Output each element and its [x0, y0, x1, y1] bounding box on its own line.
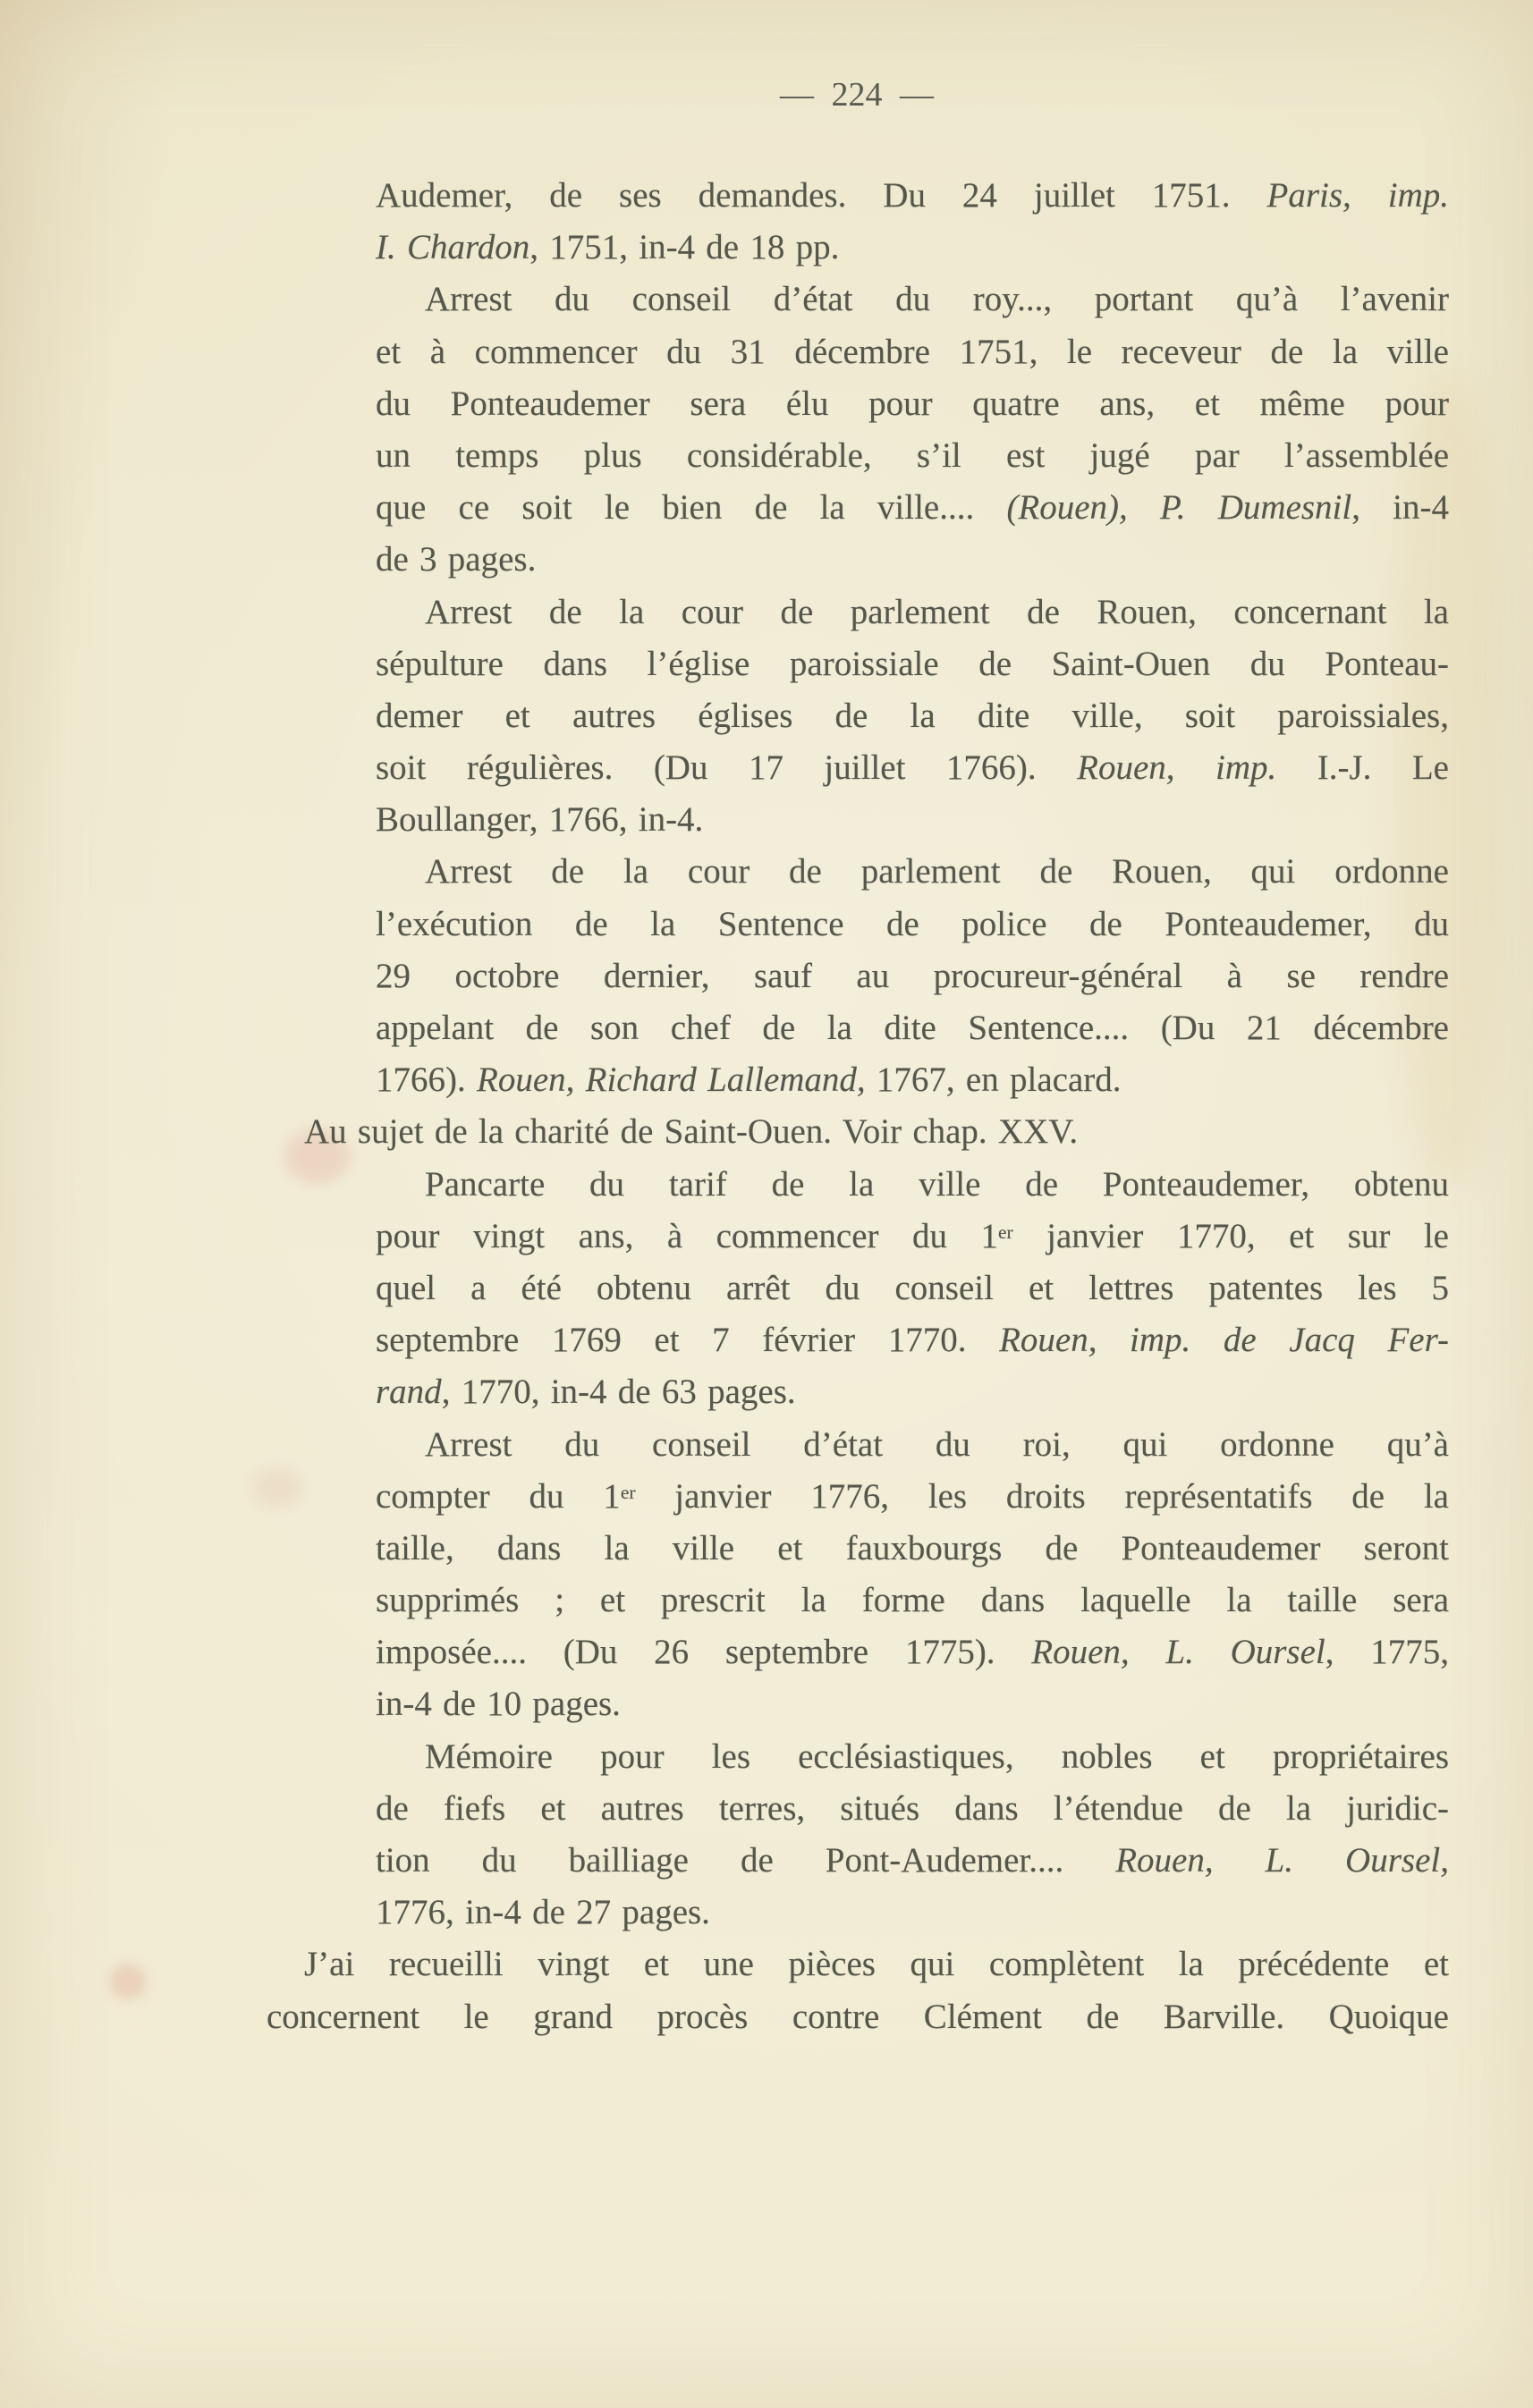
- text-block: [267, 170, 1450, 2043]
- text-line: concernent le grand procès contre Clément de Barville. Quoique: [267, 1997, 1449, 2036]
- text-line: de fiefs et autres terres, situés dans l’étendue de la juridic-: [376, 1788, 1449, 1828]
- text-line: quel a été obtenu arrêt du conseil et lettres patentes les 5: [376, 1268, 1449, 1307]
- text-line: de 3 pages.: [376, 540, 537, 579]
- text-line: Boullanger, 1766, in-4.: [376, 800, 704, 840]
- text-line: appelant de son chef de la dite Sentence.... (Du 21 décembre: [376, 1009, 1449, 1047]
- page-number: — 224 —: [780, 76, 934, 114]
- text-line: un temps plus considérable, s’il est jugé par l’assemblée: [376, 435, 1449, 475]
- text-line: Arrest de la cour de parlement de Rouen, qui ordonne: [425, 852, 1449, 891]
- text-line: tion du bailliage de Pont-Audemer.... Rouen, L. Oursel,: [376, 1841, 1449, 1880]
- text-line: Audemer, de ses demandes. Du 24 juillet 1751. Paris, imp.: [376, 176, 1450, 215]
- text-line: Arrest de la cour de parlement de Rouen, concernant la: [425, 592, 1449, 631]
- scan-stain: [252, 1468, 302, 1508]
- text-line: pour vingt ans, à commencer du 1er janvier 1770, et sur le: [376, 1216, 1449, 1255]
- text-line: Arrest du conseil d’état du roy..., portant qu’à l’avenir: [425, 280, 1449, 319]
- text-line: taille, dans la ville et fauxbourgs de Ponteaudemer seront: [376, 1528, 1449, 1567]
- text-line: Au sujet de la charité de Saint-Ouen. Voir chap. XXV.: [304, 1112, 1079, 1152]
- text-line: rand, 1770, in-4 de 63 pages.: [376, 1373, 796, 1412]
- text-line: Arrest du conseil d’état du roi, qui ordonne qu’à: [425, 1424, 1449, 1464]
- text-line: supprimés ; et prescrit la forme dans laquelle la taille sera: [376, 1581, 1449, 1620]
- text-line: 1776, in-4 de 27 pages.: [376, 1893, 710, 1932]
- text-line: Mémoire pour les ecclésiastiques, nobles et propriétaires: [425, 1736, 1449, 1776]
- text-line: in-4 de 10 pages.: [376, 1685, 621, 1724]
- text-line: et à commencer du 31 décembre 1751, le receveur de la ville: [376, 332, 1449, 371]
- text-line: septembre 1769 et 7 février 1770. Rouen, imp. de Jacq Fer-: [376, 1321, 1449, 1360]
- text-line: J’ai recueilli vingt et une pièces qui complètent la précédente et: [304, 1945, 1449, 1984]
- text-line: demer et autres églises de la dite ville, soit paroissiales,: [376, 696, 1449, 735]
- text-line: l’exécution de la Sentence de police de Ponteaudemer, du: [376, 904, 1449, 943]
- text-line: imposée.... (Du 26 septembre 1775). Rouen, L. Oursel, 1775,: [376, 1633, 1449, 1672]
- text-line: 29 octobre dernier, sauf au procureur-général à se rendre: [376, 956, 1449, 995]
- text-line: Pancarte du tarif de la ville de Ponteaudemer, obtenu: [425, 1164, 1449, 1204]
- text-line: I. Chardon, 1751, in-4 de 18 pp.: [376, 228, 840, 267]
- text-line: 1766). Rouen, Richard Lallemand, 1767, en placard.: [376, 1060, 1122, 1100]
- text-line: soit régulières. (Du 17 juillet 1766). Rouen, imp. I.-J. Le: [376, 748, 1449, 788]
- text-line: sépulture dans l’église paroissiale de Saint-Ouen du Ponteau-: [376, 644, 1449, 683]
- scan-stain: [109, 1964, 147, 1999]
- text-line: du Ponteaudemer sera élu pour quatre ans, et même pour: [376, 384, 1449, 423]
- text-line: que ce soit le bien de la ville.... (Rouen), P. Dumesnil, in-4: [376, 488, 1450, 528]
- text-line: compter du 1er janvier 1776, les droits représentatifs de la: [376, 1476, 1449, 1516]
